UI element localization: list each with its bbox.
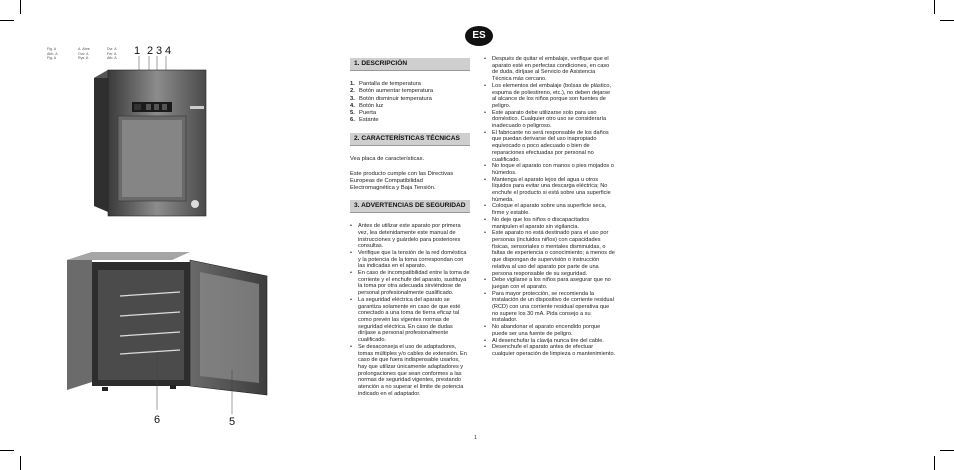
- list-item: [350, 96, 470, 103]
- fig-ref-text: Fig. A: [47, 56, 57, 61]
- item-text: Pantalla de temperatura: [359, 81, 421, 87]
- list-item: • Para mayor protección, se recomienda la instalación de un dispositivo de corriente residual (RCD) con una corriente residual operativa que no supere los 30 mA. Pida consejo a su instalador.: [484, 291, 616, 325]
- crop-mark: [934, 0, 935, 14]
- crop-mark: [940, 20, 954, 21]
- list-item: • El fabricante no será responsable de los daños que puedan derivarse del uso inapropiado equivocado o poco adecuado o bien de reparaciones efectuadas por personal no cualificado.: [484, 130, 616, 164]
- fig-ref-text: Ouv. A: [78, 51, 89, 56]
- list-item: • No toque el aparato con manos o pies mojados o húmedos.: [484, 163, 616, 176]
- list-item: • Los elementos del embalaje (bolsas de plástico, espuma de poliestireno, etc.), no deben dejarse al alcance de los niños porque son fuentes de peligro.: [484, 83, 616, 110]
- fig-ref-text: Fig. A: [47, 47, 57, 51]
- list-item: [350, 110, 470, 117]
- fig-ref-text: Rys. A: [78, 56, 89, 61]
- list-item: • La seguridad eléctrica del aparato se garantiza solamente en caso de que esté conectado a una toma de tierra eficaz tal como prevén las vigentes normas de seguridad eléctrica. En caso de dudas diríjase a personal profesionalmente cualificado.: [350, 297, 470, 344]
- list-item: • No deje que los niños o discapacitados manipulen el aparato sin vigilancia.: [484, 217, 616, 230]
- item-number: 1.: [350, 81, 355, 87]
- list-item: • Mantenga el aparato lejos del agua u otros líquidos para evitar una descarga eléctrica; No enchufe el producto si está sobre una superficie húmeda.: [484, 177, 616, 204]
- item-text: Botón disminuir temperatura: [359, 95, 432, 102]
- fig-ref-text: Abb. A: [47, 51, 58, 56]
- specs-paragraph: Vea placa de características.: [350, 155, 425, 162]
- list-item: [350, 81, 470, 88]
- list-item: [350, 103, 470, 110]
- safety-list-col2: [484, 56, 616, 358]
- crop-mark: [0, 450, 14, 451]
- list-item: • Verifique que la tensión de la red doméstica y la potencia de la toma correspondan con las indicadas en el aparato.: [350, 250, 470, 270]
- text-column-2: [484, 56, 616, 358]
- fig-ref-text: Fer. A: [107, 51, 117, 56]
- language-badge: ES: [465, 26, 493, 46]
- fig-ref-col1: [47, 47, 58, 61]
- section-heading-caracteristicas: 2. CARACTERÍSTICAS TÉCNICAS: [350, 133, 470, 146]
- section-heading-advertencias: 3. ADVERTENCIAS DE SEGURIDAD: [350, 200, 470, 213]
- list-item: [350, 88, 470, 95]
- list-item: • Después de quitar el embalaje, verifique que el aparato esté en perfectas condiciones, en caso de duda, diríjase al Servicio de Asistencia Técnica más cercano.: [484, 56, 616, 83]
- item-number: 2.: [350, 88, 355, 95]
- wine-cooler-front-illustration: [94, 56, 209, 226]
- item-number: 4.: [350, 102, 355, 109]
- callout-1: 1: [134, 45, 141, 57]
- list-item: • Debe vigilarse a los niños para asegurar que no juegan con el aparato.: [484, 277, 616, 290]
- list-item: • Antes de utilizar este aparato por primera vez, lea detenidamente este manual de instrucciones y guárdelo para posteriores consultas.: [350, 223, 470, 250]
- item-number: 6.: [350, 117, 355, 124]
- list-item: • No abandonar el aparato encendido porque puede ser una fuente de peligro.: [484, 324, 616, 337]
- list-item: • Al desenchufar la clavija nunca tire del cable.: [484, 338, 616, 345]
- safety-list-col1: [350, 223, 470, 397]
- crop-mark: [940, 450, 954, 451]
- page-number: 1: [474, 435, 478, 441]
- item-number: 5.: [350, 110, 355, 117]
- item-text: Botón luz: [359, 102, 384, 109]
- crop-mark: [0, 20, 14, 21]
- fig-ref-text: Afb. A: [107, 56, 117, 61]
- list-item: • Se desaconseja el uso de adaptadores, tomas múltiples y/o cables de extensión. En caso de que fuera indispensable usarlos, hay que utilizar únicamente adaptadores y prolongaciones que sean conformes a las normas de seguridad vigentes, prestando atención a no superar el límite de potencia indicado en el adaptador.: [350, 344, 470, 398]
- list-item: • Este aparato debe utilizarse solo para uso doméstico. Cualquier otro uso se consideraría inadecuado o peligroso.: [484, 110, 616, 130]
- crop-mark: [20, 0, 21, 14]
- wine-cooler-open-illustration: [62, 250, 277, 420]
- crop-mark: [20, 456, 21, 470]
- list-item: [350, 117, 470, 124]
- list-item: • Desenchufe el aparato antes de efectuar cualquier operación de limpieza o mantenimiento.: [484, 344, 616, 357]
- list-item: • Este aparato no está destinado para el uso por personas (incluidos niños) con capacidades físicas, sensoriales o mentales disminuidas, o faltas de experiencia o conocimiento; a menos de que dispongan de supervisión o instrucción relativa al uso del aparato por parte de una persona responsable de su seguridad.: [484, 230, 616, 277]
- text-column-1: [350, 58, 470, 397]
- fig-ref-text: Dvr. A: [107, 47, 117, 51]
- compliance-paragraph: Este producto cumple con las Directivas Europeas de Compatibilidad Electromagnética y Baja Tensión.: [350, 170, 454, 192]
- item-text: Estante: [359, 117, 379, 124]
- list-item: • En caso de incompatibilidad entre la toma de corriente y el enchufe del aparato, sustituya la toma por otra adecuada sirviéndose de personal profesionalmente cualificado.: [350, 270, 470, 297]
- callout-4: 4: [165, 45, 172, 57]
- description-list: [350, 81, 470, 125]
- item-text: Botón aumentar temperatura: [359, 88, 434, 95]
- callout-6: 6: [154, 414, 161, 426]
- fig-ref-col2: [78, 47, 90, 61]
- item-text: Puerta: [359, 110, 377, 117]
- fig-ref-text: A. Abre: [78, 47, 90, 51]
- callout-3: 3: [156, 45, 163, 57]
- crop-mark: [934, 456, 935, 470]
- callout-2: 2: [147, 45, 154, 57]
- callout-5: 5: [229, 416, 236, 428]
- item-number: 3.: [350, 95, 355, 102]
- list-item: • Coloque el aparato sobre una superficie seca, firme y estable.: [484, 203, 616, 216]
- section-heading-descripcion: 1. DESCRIPCIÓN: [350, 58, 470, 71]
